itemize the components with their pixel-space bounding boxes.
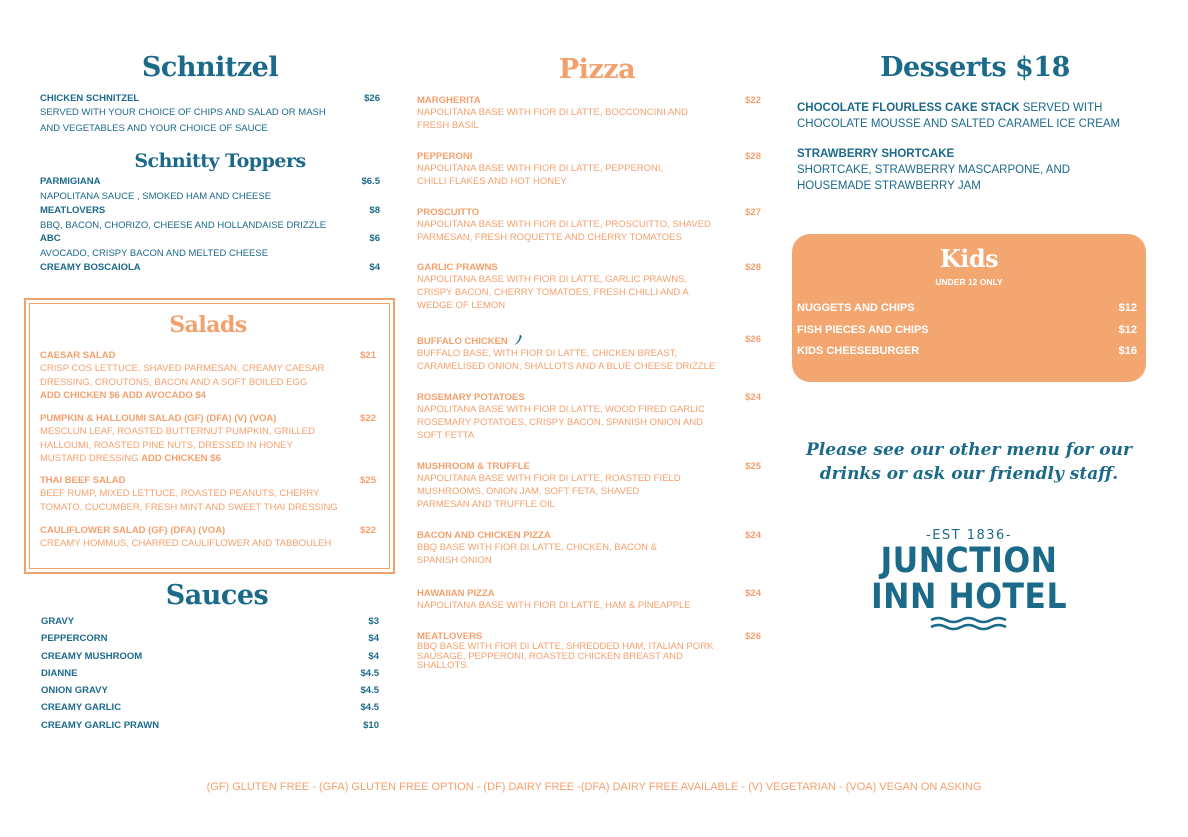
item-price: $26 <box>745 334 761 345</box>
sauces-list <box>41 613 379 734</box>
kids-title: Kids <box>939 244 999 273</box>
item-description: BEEF RUMP, MIXED LETTUCE, ROASTED PEANUTS, CHERRY TOMATO, CUCUMBER, FRESH MINT AND SWEET THAI DRESSING <box>40 488 338 513</box>
pizza-item <box>417 588 761 612</box>
note-line-1: Please see our other menu for our <box>806 440 1132 460</box>
item-price: $26 <box>364 93 380 104</box>
item-name: PARMIGIANA <box>40 176 101 187</box>
sauce-price: $4 <box>368 650 379 662</box>
menu-item-heading <box>417 95 761 106</box>
item-price: $22 <box>360 413 376 424</box>
menu-item-heading <box>40 413 376 424</box>
item-description: BBQ, BACON, CHORIZO, CHEESE AND HOLLANDAISE DRIZZLE <box>40 219 327 231</box>
item-name-wrap <box>417 334 523 347</box>
sauce-row <box>41 613 379 630</box>
item-price: $28 <box>745 151 761 162</box>
schnitzel-title: Schnitzel <box>141 52 279 83</box>
hotel-logo <box>792 528 1146 634</box>
item-price: $6 <box>369 233 380 244</box>
item-description: NAPOLITANA BASE WITH FIOR DI LATTE, PEPPERONI, CHILLI FLAKES AND HOT HONEY <box>417 163 664 187</box>
menu-item-heading <box>417 151 761 162</box>
menu-item-heading <box>40 176 380 187</box>
sauce-price: $4.5 <box>360 702 379 714</box>
item-description: BUFFALO BASE, WITH FIOR DI LATTE, CHICKEN BREAST, CARAMELISED ONION, SHALLOTS AND A BLUE CHEESE DRIZZLE <box>417 348 716 372</box>
pizza-item <box>417 334 761 373</box>
item-description: CREAMY HOMMUS, CHARRED CAULIFLOWER AND TABBOULEH <box>40 538 332 549</box>
desserts-title: Desserts $18 <box>880 52 1070 83</box>
item-name: MEATLOVERS <box>417 631 483 642</box>
menu-item-heading <box>417 207 761 218</box>
item-price: $21 <box>360 350 376 361</box>
sauce-row <box>41 699 379 716</box>
item-price: $8 <box>369 204 380 216</box>
item-price: $25 <box>360 475 376 486</box>
menu-item-heading <box>40 525 376 536</box>
menu-item-heading <box>40 475 376 486</box>
item-name: CREAMY BOSCAIOLA <box>40 261 141 273</box>
item-description <box>40 362 330 403</box>
salad-item <box>40 475 376 525</box>
kids-item-price: $16 <box>1118 345 1137 357</box>
sauce-price: $4.5 <box>360 667 379 679</box>
pizza-item <box>417 207 761 244</box>
item-price: $4 <box>369 261 380 273</box>
sauce-name: PEPPERCORN <box>41 633 108 645</box>
kids-row <box>792 298 1146 320</box>
item-description: NAPOLITANA BASE WITH FIOR DI LATTE, HAM & PINEAPPLE <box>417 600 691 611</box>
note-line-2: drinks or ask our friendly staff. <box>819 464 1119 484</box>
sauce-row <box>41 665 379 682</box>
logo-line-2: INN HOTEL <box>870 577 1068 617</box>
item-name: BACON AND CHICKEN PIZZA <box>417 530 551 541</box>
dessert-desc: SHORTCAKE, STRAWBERRY MASCARPONE, AND HOUSEMADE STRAWBERRY JAM <box>797 164 1071 192</box>
item-name: ROSEMARY POTATOES <box>417 392 525 403</box>
kids-item-name: FISH PIECES AND CHIPS <box>797 323 929 336</box>
item-description: NAPOLITANA BASE WITH FIOR DI LATTE, PROSCUITTO, SHAVED PARMESAN, FRESH ROQUETTE AND CHERRY TOMATOES <box>417 219 711 243</box>
salad-item <box>40 525 376 551</box>
item-price: $25 <box>745 461 761 472</box>
menu-item-heading <box>417 461 761 472</box>
item-description: AVOCADO, CRISPY BACON AND MELTED CHEESE <box>40 248 269 259</box>
sauce-name: CREAMY GARLIC <box>41 702 122 714</box>
menu-item-heading <box>417 334 761 347</box>
pizza-item <box>417 631 761 671</box>
salad-item <box>40 413 376 475</box>
dessert-name: CHOCOLATE FLOURLESS CAKE STACK <box>797 102 1020 114</box>
salad-item <box>40 350 376 413</box>
item-name: MUSHROOM & TRUFFLE <box>417 461 530 472</box>
item-description: SERVED WITH YOUR CHOICE OF CHIPS AND SALAD OR MASH AND VEGETABLES AND YOUR CHOICE OF SAUCE <box>40 107 326 134</box>
menu-item-heading <box>417 530 761 541</box>
item-name: ABC <box>40 233 61 244</box>
item-description: NAPOLITANA BASE WITH FIOR DI LATTE, ROASTED FIELD MUSHROOMS, ONION JAM, SOFT FETA, SHAVED PARMESAN AND TRUFFLE OIL <box>417 473 681 510</box>
dessert-item <box>797 100 1137 132</box>
logo-line-1: JUNCTION <box>880 541 1058 581</box>
item-name: PROSCUITTO <box>417 207 480 218</box>
item-description: BBQ BASE WITH FIOR DI LATTE, CHICKEN, BACON & SPANISH ONION <box>417 542 657 566</box>
item-desc-text: CRISP COS LETTUCE, SHAVED PARMESAN, CREAMY CAESAR DRESSING, CROUTONS, BACON AND A SOFT BOILED EGG <box>40 363 325 388</box>
sauce-name: ONION GRAVY <box>41 685 108 697</box>
item-name: MEATLOVERS <box>40 204 106 216</box>
other-menu-note <box>792 438 1146 486</box>
kids-row <box>792 320 1146 342</box>
item-addon: ADD CHICKEN $6 <box>141 453 221 464</box>
item-name: HAWAIIAN PIZZA <box>417 588 495 599</box>
sauce-name: CREAMY GARLIC PRAWN <box>41 719 160 731</box>
dietary-legend: (GF) GLUTEN FREE - (GFA) GLUTEN FREE OPTION - (DF) DAIRY FREE -(DFA) DAIRY FREE AVAILABLE - (V) VEGETARIAN - (VOA) VEGAN ON ASKING <box>206 781 982 793</box>
item-price: $26 <box>745 631 761 642</box>
item-name: CAULIFLOWER SALAD (GF) (DFA) (VOA) <box>40 525 226 536</box>
item-name: MARGHERITA <box>417 95 481 106</box>
menu-item-heading <box>40 350 376 361</box>
menu-item-heading <box>40 93 380 104</box>
item-description: NAPOLITANA SAUCE , SMOKED HAM AND CHEESE <box>40 191 272 202</box>
sauce-name: CREAMY MUSHROOM <box>41 650 143 662</box>
waves-icon <box>929 616 1009 634</box>
item-name: GARLIC PRAWNS <box>417 262 498 273</box>
item-price: $22 <box>745 95 761 106</box>
pizza-item <box>417 95 761 132</box>
sauce-price: $3 <box>368 616 379 627</box>
pizza-item <box>417 262 761 312</box>
menu-item-heading <box>40 205 380 216</box>
item-price: $24 <box>745 530 761 541</box>
item-price: $27 <box>745 207 761 218</box>
item-description: NAPOLITANA BASE WITH FIOR DI LATTE, GARLIC PRAWNS, CRISPY BACON, CHERRY TOMATOES, FRESH CHILLI AND A WEDGE OF LEMON <box>417 274 689 311</box>
chilli-icon <box>513 334 523 346</box>
toppers-title: Schnitty Toppers <box>134 150 306 172</box>
pizza-item <box>417 461 761 511</box>
sauce-row <box>41 648 379 665</box>
sauce-name: GRAVY <box>41 616 75 627</box>
sauce-row <box>41 717 379 734</box>
kids-item-price: $12 <box>1118 323 1137 336</box>
item-addon: ADD CHICKEN $6 ADD AVOCADO $4 <box>40 390 206 401</box>
sauce-price: $10 <box>363 719 379 731</box>
kids-row <box>792 341 1146 363</box>
toppers-section <box>40 176 380 273</box>
item-desc-text: MESCLUN LEAF, ROASTED BUTTERNUT PUMPKIN, GRILLED HALLOUMI, ROASTED PINE NUTS, DRESSED IN HONEY MUSTARD DRESSING <box>40 426 315 464</box>
menu-item-heading <box>417 392 761 403</box>
item-description: NAPOLITANA BASE WITH FIOR DI LATTE, BOCCONCINI AND FRESH BASIL <box>417 107 688 131</box>
item-name: CAESAR SALAD <box>40 350 116 361</box>
est-dash: - <box>925 528 933 543</box>
item-description <box>40 425 320 466</box>
menu-item-heading <box>417 262 761 273</box>
est-text: EST 1836 <box>932 528 1006 543</box>
item-name: CHICKEN SCHNITZEL <box>40 93 140 104</box>
kids-list <box>792 298 1146 363</box>
item-price: $24 <box>745 588 761 599</box>
item-price: $22 <box>360 525 376 536</box>
pizza-item <box>417 151 761 188</box>
sauce-row <box>41 630 379 647</box>
kids-subtitle: UNDER 12 ONLY <box>935 277 1003 287</box>
item-name: PUMPKIN & HALLOUMI SALAD (GF) (DFA) (V) (VOA) <box>40 413 277 424</box>
sauces-title: Sauces <box>165 580 269 611</box>
pizza-title: Pizza <box>558 54 636 85</box>
salads-section <box>40 312 376 551</box>
dessert-item <box>797 146 1147 194</box>
pizza-item <box>417 392 761 442</box>
pizza-item <box>417 530 761 567</box>
item-name: PEPPERONI <box>417 151 473 162</box>
item-name: THAI BEEF SALAD <box>40 475 126 486</box>
sauce-name: DIANNE <box>41 667 78 679</box>
item-price: $6.5 <box>361 176 380 187</box>
kids-box <box>792 234 1146 382</box>
sauce-row <box>41 682 379 699</box>
item-price: $24 <box>745 392 761 403</box>
dessert-desc: SERVED WITH CHOCOLATE MOUSSE AND SALTED CARAMEL ICE CREAM <box>797 102 1121 130</box>
item-price: $28 <box>745 262 761 273</box>
dessert-name: STRAWBERRY SHORTCAKE <box>797 148 955 160</box>
item-name: BUFFALO CHICKEN <box>417 336 508 347</box>
menu-item-heading <box>40 262 380 273</box>
salads-title: Salads <box>169 312 247 338</box>
sauce-price: $4.5 <box>360 685 379 697</box>
sauce-price: $4 <box>368 633 379 645</box>
est-dash: - <box>1005 528 1013 543</box>
kids-item-price: $12 <box>1118 302 1137 314</box>
menu-item-heading <box>40 233 380 244</box>
schnitzel-section <box>40 93 380 136</box>
kids-item-name: KIDS CHEESEBURGER <box>797 345 920 357</box>
menu-item-heading <box>417 588 761 599</box>
item-description: NAPOLITANA BASE WITH FIOR DI LATTE, WOOD FIRED GARLIC ROSEMARY POTATOES, CRISPY BACON, SPANISH ONION AND SOFT FETTA <box>417 404 705 441</box>
item-description: BBQ BASE WITH FIOR DI LATTE, SHREDDED HAM, ITALIAN PORK SAUSAGE, PEPPERONI, ROASTED CHICKEN BREAST AND SHALLOTS. <box>417 641 714 671</box>
kids-item-name: NUGGETS AND CHIPS <box>797 302 915 314</box>
